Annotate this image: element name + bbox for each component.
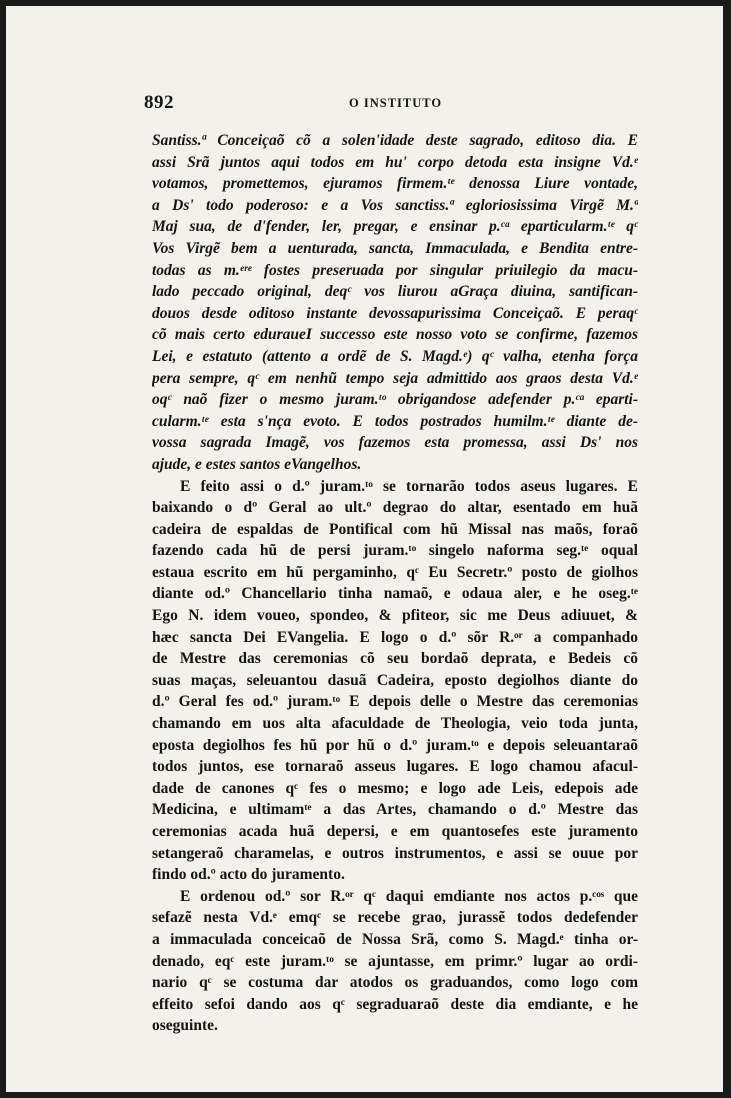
text-line: Vos Virgẽ bem a uenturada, sancta, Immaculada, e Bendita entre- — [152, 239, 638, 257]
page-header — [144, 92, 634, 114]
text-line: cularm.ᵗᵉ esta s'nça evoto. E todos postrados humilm.ᵗᵉ diante de- — [152, 412, 638, 430]
text-line: oqᶜ naõ fizer o mesmo juram.ᵗᵒ obrigandose adefender p.ᶜᵃ eparti- — [152, 391, 638, 409]
text-line: d.º Geral fes od.º juram.ᵗᵒ E depois delle o Mestre das ceremonias — [152, 693, 638, 711]
text-line: votamos, promettemos, ejuramos firmem.ᵗᵉ denossa Liure vontade, — [152, 175, 638, 193]
text-line: estaua escrito em hũ pergaminho, qᶜ Eu Secretr.º posto de giolhos — [152, 563, 638, 581]
text-line: todos juntos, ese tornaraõ asseus lugares. E logo chamou afacul- — [152, 758, 638, 776]
text-line: a Ds' todo poderoso: e a Vos sanctiss.ª egloriosissima Virgẽ M.ª — [152, 196, 638, 214]
page-number: 892 — [144, 92, 174, 113]
text-line: de Mestre das ceremonias cõ seu bordaõ deprata, e Bedeis cõ — [152, 650, 638, 668]
text-line: findo od.º acto do juramento. — [152, 866, 345, 884]
text-line: a immaculada conceicaõ de Nossa Srã, como S. Magd.ᵉ tinha or- — [152, 930, 638, 948]
text-line: effeito sefoi dando aos qᶜ segraduaraõ deste dia emdiante, e he — [152, 995, 638, 1013]
text-line: Medicina, e ultimamᵗᵉ a das Artes, chamando o d.º Mestre das — [152, 801, 638, 819]
text-line: ceremonias acada huã depersi, e em quantosefes este juramento — [152, 823, 638, 840]
text-line: pera sempre, qᶜ em nenhũ tempo seja admittido aos graos desta Vd.ᵉ — [152, 369, 638, 387]
text-line: vossa sagrada Imagẽ, vos fazemos esta promessa, assi Ds' nos — [152, 434, 638, 452]
text-line: ajude, e estes santos eVangelhos. — [152, 455, 362, 473]
text-line: diante od.º Chancellario tinha namaõ, e odaua aler, e he oseg.ᵗᵉ — [152, 585, 638, 603]
text-line: nario qᶜ se costuma dar atodos os graduandos, como logo com — [152, 974, 638, 992]
text-line: E ordenou od.º sor R.ᵒʳ qᶜ daqui emdiante nos actos p.ᶜᵒˢ que — [180, 887, 638, 905]
text-line: cõ mais certo eduraueI successo este nosso voto se confirme, fazemos — [152, 326, 638, 344]
paragraph-oath-ceremony — [152, 476, 638, 886]
text-line: douos desde oditoso instante devossapurissima Conceiçaõ. E peraqᶜ — [152, 304, 638, 322]
body-text — [152, 130, 638, 1037]
text-line: lado peccado original, deqᶜ vos liurou aGraça diuina, santifican- — [152, 283, 638, 301]
text-line: denado, eqᶜ este juram.ᵗᵒ se ajuntasse, em primr.º lugar ao ordi- — [152, 952, 638, 970]
book-page — [6, 6, 723, 1092]
paragraph-ordinance — [152, 886, 638, 1037]
text-line: Maj sua, de d'fender, ler, pregar, e ensinar p.ᶜᵃ eparticularm.ᵗᵉ qᶜ — [152, 218, 638, 236]
text-line: fazendo cada hũ de persi juram.ᵗᵒ singelo naforma seg.ᵗᵉ oqual — [152, 542, 638, 560]
text-line: eposta degiolhos fes hũ por hũ o d.º juram.ᵗᵒ e depois seleuantaraõ — [152, 736, 638, 754]
text-line: E feito assi o d.º juram.ᵗᵒ se tornarão todos aseus lugares. E — [180, 477, 638, 495]
text-line: Santiss.ª Conceiçaõ cõ a solen'idade deste sagrado, editoso dia. E — [152, 132, 638, 149]
text-line: dade de canones qᶜ fes o mesmo; e logo ade Leis, edepois ade — [152, 779, 638, 797]
text-line: cadeira de espaldas de Pontifical com hũ Missal nas maõs, foraõ — [152, 520, 638, 538]
text-line: assi Srã juntos aqui todos em hu' corpo detoda esta insigne Vd.ᵉ — [152, 153, 638, 171]
text-line: setangeraõ charamelas, e outros instrumentos, e assi se ouue por — [152, 844, 638, 862]
text-line: chamando em uos alta afaculdade de Theologia, veio toda junta, — [152, 715, 638, 733]
text-line: sefazẽ nesta Vd.ᵉ emqᶜ se recebe grao, jurassẽ todos dedefender — [152, 909, 638, 927]
running-title: O INSTITUTO — [349, 96, 443, 110]
text-line: Lei, e estatuto (attento a ordẽ de S. Magd.ᵉ) qᶜ valha, etenha força — [152, 347, 638, 365]
text-line: todas as m.ᵉʳᵉ fostes preseruada por singular priuilegio da macu- — [152, 261, 638, 279]
text-line: suas maças, seleuantou dasuã Cadeira, eposto degiolhos diante do — [152, 671, 638, 689]
text-line: hæc sancta Dei EVangelia. E logo o d.º sõr R.ᵒʳ a companhado — [152, 628, 638, 646]
italic-oath-block — [152, 130, 638, 476]
text-line: baixando o dº Geral ao ult.º degrao do altar, esentado em huã — [152, 499, 638, 517]
text-line: Ego N. idem voueo, spondeo, & pfiteor, sic me Deus adiuuet, & — [152, 607, 638, 625]
text-line: oseguinte. — [152, 1017, 218, 1035]
